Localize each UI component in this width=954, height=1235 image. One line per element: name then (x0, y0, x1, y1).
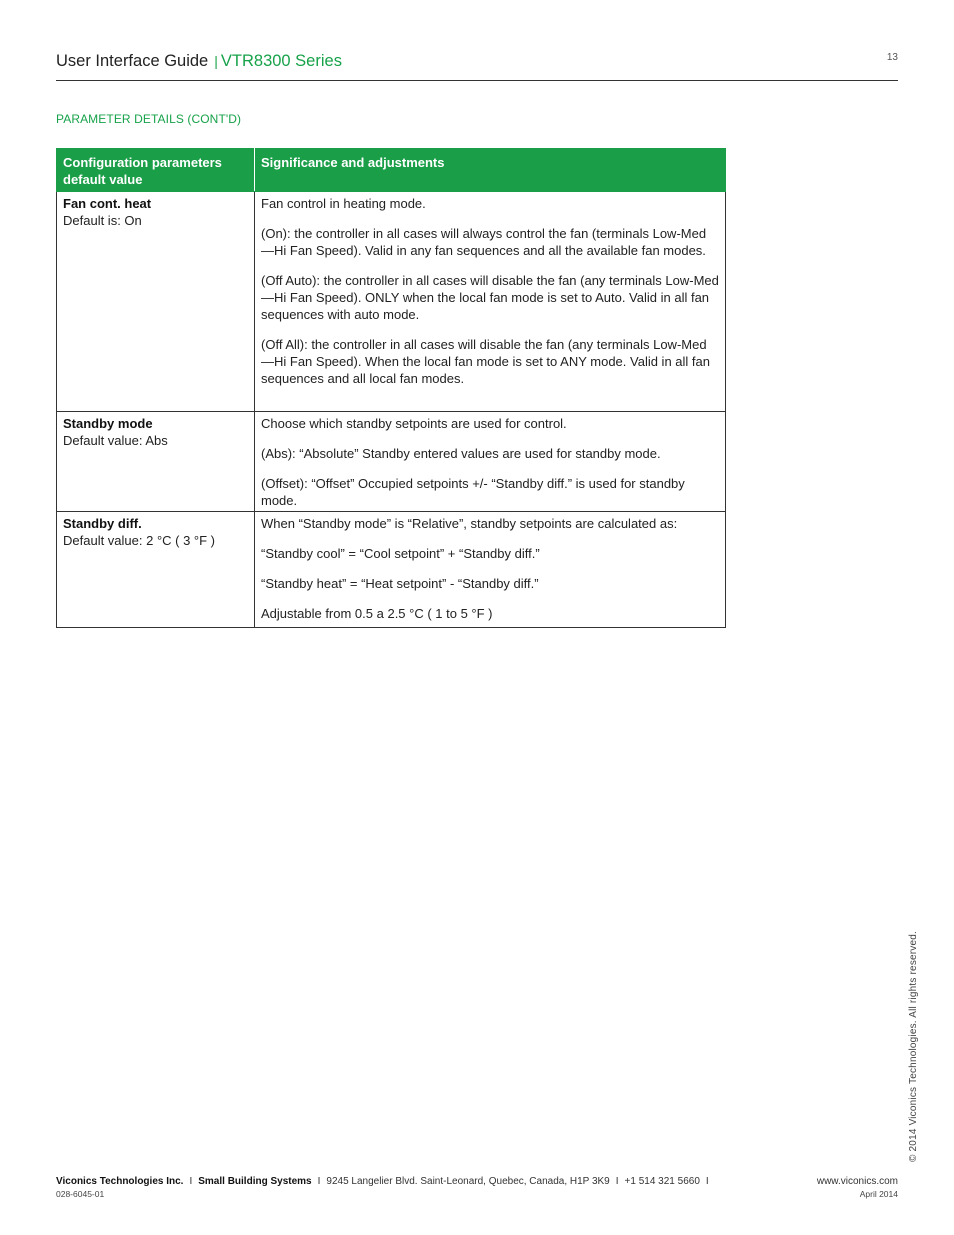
section-title: PARAMETER DETAILS (CONT'D) (56, 112, 242, 126)
column-header-parameters: Configuration parameters default value (57, 149, 255, 192)
significance-text: (Offset): “Offset” Occupied setpoints +/- “Standby diff.” is used for standby mode. (261, 476, 685, 508)
title-separator: | (214, 53, 218, 69)
table-row (57, 192, 726, 412)
page-footer (56, 1176, 898, 1199)
significance-cell (255, 512, 726, 628)
footer-division: Small Building Systems (198, 1176, 312, 1187)
significance-text: “Standby heat” = “Heat setpoint” - “Standby diff.” (261, 576, 539, 591)
footer-divider: I (615, 1176, 619, 1187)
footer-company: Viconics Technologies Inc. (56, 1176, 184, 1187)
page-header (56, 50, 898, 81)
significance-text: When “Standby mode” is “Relative”, standby setpoints are calculated as: (261, 516, 678, 531)
footer-website[interactable]: www.viconics.com (816, 1176, 898, 1187)
parameter-default: Default value: 2 °C ( 3 °F ) (63, 533, 216, 548)
parameter-name: Standby diff. (63, 516, 142, 531)
footer-date: April 2014 (859, 1189, 898, 1199)
page-number: 13 (886, 52, 898, 63)
parameter-cell (57, 192, 255, 412)
parameter-cell (57, 412, 255, 512)
guide-title: User Interface Guide (56, 52, 209, 70)
column-header-significance: Significance and adjustments (255, 149, 726, 192)
table-row (57, 412, 726, 512)
significance-text: (Abs): “Absolute” Standby entered values are used for standby mode. (261, 446, 661, 461)
parameter-default: Default is: On (63, 213, 142, 228)
parameter-default: Default value: Abs (63, 433, 168, 448)
significance-cell (255, 412, 726, 512)
significance-text: “Standby cool” = “Cool setpoint” + “Standby diff.” (261, 546, 540, 561)
copyright-notice: © 2014 Viconics Technologies. All rights reserved. (908, 930, 919, 1162)
parameter-name: Standby mode (63, 416, 153, 431)
footer-phone: +1 514 321 5660 (624, 1176, 700, 1187)
parameter-cell (57, 512, 255, 628)
parameter-table (56, 148, 726, 628)
significance-text: (On): the controller in all cases will always control the fan (terminals Low-Med—Hi Fan Speed). Valid in any fan sequences and all the available fan modes. (261, 226, 707, 258)
footer-divider: I (189, 1176, 193, 1187)
footer-contact-line (56, 1176, 898, 1187)
significance-text: (Off Auto): the controller in all cases will disable the fan (any terminals Low-Med—Hi Fan Speed). ONLY when the local fan mode is set to Auto. Valid in all fan sequences with auto mode. (261, 273, 719, 322)
series-name: VTR8300 Series (220, 52, 342, 70)
significance-cell (255, 192, 726, 412)
footer-divider: I (705, 1176, 709, 1187)
significance-text: Fan control in heating mode. (261, 196, 426, 211)
significance-text: Choose which standby setpoints are used for control. (261, 416, 567, 431)
footer-doc-line (56, 1189, 898, 1199)
table-header-row (57, 149, 726, 192)
document-title (56, 52, 342, 71)
significance-text: (Off All): the controller in all cases will disable the fan (any terminals Low-Med—Hi Fan Speed). When the local fan mode is set to ANY mode. Valid in all fan sequences and all local fan modes. (261, 337, 710, 386)
table-row (57, 512, 726, 628)
footer-address: 9245 Langelier Blvd. Saint-Leonard, Quebec, Canada, H1P 3K9 (326, 1176, 610, 1187)
parameter-name: Fan cont. heat (63, 196, 152, 211)
footer-divider: I (317, 1176, 321, 1187)
footer-doc-number: 028-6045-01 (56, 1189, 105, 1199)
significance-text: Adjustable from 0.5 a 2.5 °C ( 1 to 5 °F ) (261, 606, 493, 621)
